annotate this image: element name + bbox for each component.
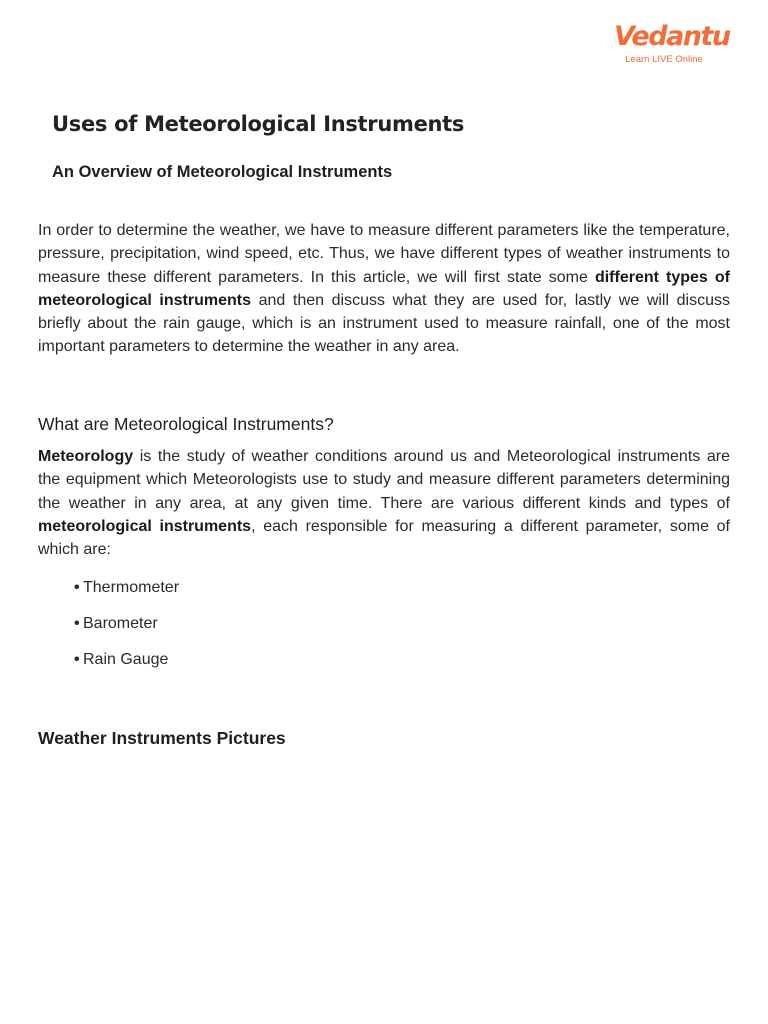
- list-item: [74, 650, 179, 686]
- bullet-glyph: •: [74, 651, 80, 668]
- section-heading-what-are: What are Meteorological Instruments?: [38, 414, 334, 434]
- vedantu-logo: [614, 21, 730, 65]
- list-item: [74, 614, 179, 650]
- meteorology-bold: Meteorology: [38, 448, 134, 465]
- list-item-label: Thermometer: [83, 579, 180, 596]
- intro-text-1: In order to determine the weather, we have to measure different parameters like the temperature, pressure, precipitation, wind speed, etc. Thus, we have different types of weather instruments to measure these different parameters. In this article, we will first state some: [38, 222, 730, 286]
- page-title: Uses of Meteorological Instruments: [52, 112, 465, 136]
- logo-tagline: Learn LIVE Online: [625, 54, 703, 65]
- list-item: [74, 578, 179, 614]
- meteorology-text-1: is the study of weather conditions around us and Meteorological instruments are the equipment which Meteorologists use to study and measure different parameters determining the weather in any area, at any given time. There are various different kinds and types of: [38, 448, 730, 512]
- intro-bold-1: different types of meteorological instruments: [38, 268, 731, 309]
- intro-text-2: and then discuss what they are used for, lastly we will discuss briefly about the rain gauge, which is an instrument used to measure rainfall, one of the most important parameters to determine the weather in any area.: [38, 291, 730, 356]
- bullet-glyph: •: [74, 579, 80, 596]
- bullet-glyph: •: [74, 615, 80, 632]
- instruments-bold: meteorological instruments: [38, 517, 252, 535]
- meteorology-text-2: , each responsible for measuring a different parameter, some of which are:: [38, 517, 730, 559]
- page-subtitle: An Overview of Meteorological Instruments: [52, 163, 393, 181]
- intro-paragraph: [38, 219, 730, 359]
- section-heading-pictures: Weather Instruments Pictures: [38, 728, 286, 748]
- list-item-label: Rain Gauge: [83, 651, 169, 668]
- instrument-list: [74, 578, 179, 686]
- meteorology-paragraph: [38, 445, 730, 561]
- list-item-label: Barometer: [83, 615, 158, 632]
- logo-wordmark: Vedantu: [614, 21, 730, 52]
